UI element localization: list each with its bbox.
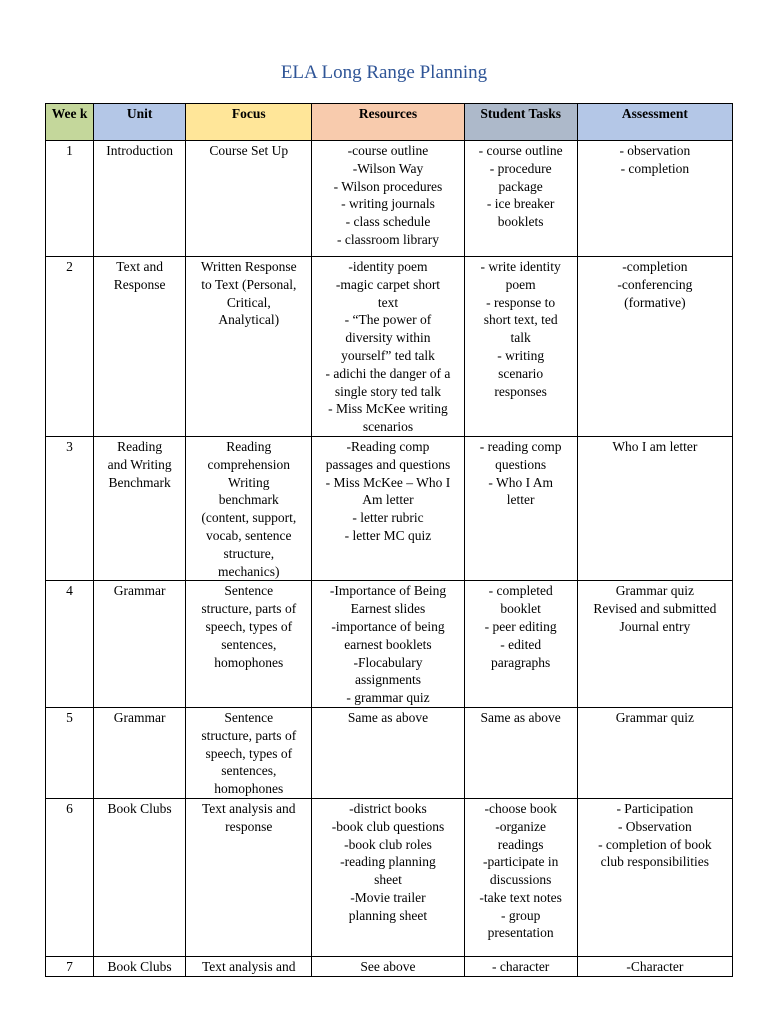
unit-cell (94, 581, 186, 708)
resources-cell-line: - letter MC quiz (344, 527, 432, 543)
assessment-cell (577, 436, 732, 580)
unit-cell-line: Reading (117, 438, 163, 454)
resources-cell-line: passages and questions (325, 456, 451, 472)
focus-cell-line: speech, types of (205, 745, 293, 761)
student-tasks-cell-line: - completed (488, 583, 553, 599)
focus-cell-line: to Text (Personal, (201, 276, 297, 292)
student-tasks-cell-line: - write identity (480, 259, 561, 274)
student-tasks-cell-line: Same as above (480, 709, 561, 725)
resources-cell (312, 956, 464, 976)
assessment-cell-line: - Observation (617, 818, 692, 834)
assessment-cell (577, 956, 732, 976)
unit-cell (94, 956, 186, 976)
resources-cell-line: single story ted talk (334, 383, 442, 399)
resources-cell-line: - grammar quiz (346, 690, 430, 706)
unit-cell-line: Text and (116, 259, 163, 274)
student-tasks-cell (464, 707, 577, 798)
student-tasks-cell-line: questions (495, 456, 547, 472)
focus-cell-line: Sentence (224, 709, 274, 725)
resources-cell-line: - class schedule (345, 214, 431, 230)
focus-cell-line: Analytical) (218, 312, 280, 328)
resources-cell-line: -Wilson Way (352, 160, 424, 176)
resources-cell (312, 707, 464, 798)
focus-cell-line: Critical, (226, 294, 271, 310)
resources-cell (312, 436, 464, 580)
focus-cell (186, 581, 312, 708)
header-week-line: Wee (51, 106, 77, 121)
focus-cell-line: Text analysis and (202, 958, 296, 974)
header-student-tasks: Student Tasks (464, 104, 577, 141)
resources-cell-line: -book club questions (331, 818, 445, 834)
resources-cell-line: sheet (374, 872, 402, 888)
student-tasks-cell-line: discussions (489, 872, 552, 888)
assessment-cell-line: Grammar quiz (615, 709, 695, 725)
table-row (46, 707, 733, 798)
focus-cell-line: Text analysis and (202, 800, 296, 816)
unit-cell-line: Benchmark (108, 474, 171, 490)
resources-cell-line: - letter rubric (352, 510, 424, 526)
focus-cell-line: structure, parts of (201, 727, 297, 743)
unit-cell-line: and Writing (107, 456, 172, 472)
unit-cell-line: Book Clubs (107, 800, 172, 816)
assessment-cell-line: Journal entry (619, 618, 691, 634)
student-tasks-cell-line: booklets (497, 214, 544, 230)
focus-cell-line: Reading (226, 438, 272, 454)
focus-cell-line: structure, parts of (201, 601, 297, 617)
assessment-cell (577, 581, 732, 708)
focus-cell-line: benchmark (218, 492, 279, 508)
assessment-cell (577, 798, 732, 956)
assessment-cell (577, 141, 732, 257)
focus-cell-line: response (225, 818, 273, 834)
student-tasks-cell-line: - procedure (489, 160, 552, 176)
table-row (46, 581, 733, 708)
resources-cell-line: diversity within (345, 330, 431, 346)
student-tasks-cell-line: - ice breaker (486, 196, 555, 212)
student-tasks-cell (464, 581, 577, 708)
assessment-cell-line: -conferencing (617, 276, 693, 292)
resources-cell-line: planning sheet (348, 907, 428, 923)
student-tasks-cell-line: - course outline (478, 143, 563, 158)
week-cell: 5 (46, 707, 94, 798)
resources-cell-line: yourself” ted talk (341, 347, 435, 363)
resources-cell-line: assignments (354, 672, 421, 688)
unit-cell-line: Response (113, 276, 166, 292)
resources-cell-line: - writing journals (341, 196, 435, 212)
resources-cell-line: -reading planning (340, 854, 436, 870)
resources-cell-line: -Movie trailer (350, 889, 426, 905)
resources-cell-line: -district books (349, 800, 427, 816)
student-tasks-cell-line: short text, ted (483, 312, 558, 328)
header-row (46, 104, 733, 141)
week-cell: 2 (46, 257, 94, 437)
resources-cell-line: -book club roles (344, 836, 432, 852)
focus-cell-line: sentences, (221, 636, 277, 652)
focus-cell-line: homophones (214, 654, 284, 670)
resources-cell-line: - classroom library (336, 231, 439, 247)
planning-table (45, 103, 733, 977)
assessment-cell-line: -Character (626, 958, 684, 974)
header-resources: Resources (312, 104, 464, 141)
student-tasks-cell-line: package (498, 178, 543, 194)
resources-cell-line: text (377, 294, 399, 310)
week-cell: 1 (46, 141, 94, 257)
focus-cell-line: homophones (214, 781, 284, 797)
unit-cell-line: Grammar (113, 709, 166, 725)
student-tasks-cell (464, 956, 577, 976)
student-tasks-cell-line: - reading comp (479, 438, 562, 454)
student-tasks-cell-line: - character (491, 958, 550, 974)
resources-cell (312, 141, 464, 257)
focus-cell (186, 956, 312, 976)
resources-cell-line: -Reading comp (346, 438, 430, 454)
resources-cell-line: -Importance of Being (329, 583, 447, 599)
resources-cell-line: earnest booklets (344, 636, 432, 652)
assessment-cell (577, 257, 732, 437)
assessment-cell-line: - completion (620, 160, 690, 176)
assessment-cell-line: -completion (622, 259, 688, 274)
student-tasks-cell-line: poem (505, 276, 536, 292)
student-tasks-cell-line: booklet (500, 601, 541, 617)
week-cell: 7 (46, 956, 94, 976)
assessment-cell-line: Who I am letter (612, 438, 698, 454)
assessment-cell-line: - completion of book (598, 836, 712, 852)
resources-cell-line: -Flocabulary (353, 654, 423, 670)
week-cell: 6 (46, 798, 94, 956)
resources-cell (312, 798, 464, 956)
focus-cell (186, 257, 312, 437)
student-tasks-cell (464, 141, 577, 257)
focus-cell-line: Written Response (200, 259, 297, 274)
student-tasks-cell (464, 436, 577, 580)
unit-cell (94, 798, 186, 956)
focus-cell (186, 707, 312, 798)
resources-cell-line: - adichi the danger of a (325, 365, 451, 381)
focus-cell-line: comprehension (207, 456, 291, 472)
student-tasks-cell-line: presentation (487, 925, 554, 941)
focus-cell-line: structure, (223, 545, 275, 561)
resources-cell-line: Earnest slides (350, 601, 426, 617)
student-tasks-cell-line: responses (494, 383, 547, 399)
focus-cell-line: Writing (228, 474, 270, 490)
page-title: ELA Long Range Planning (280, 62, 488, 83)
assessment-cell (577, 707, 732, 798)
focus-cell-line: Sentence (224, 583, 274, 599)
assessment-cell-line: Revised and submitted (593, 601, 717, 617)
table-row (46, 956, 733, 976)
table-row (46, 798, 733, 956)
resources-cell (312, 581, 464, 708)
assessment-cell-line: club responsibilities (600, 854, 710, 870)
header-week-line: k (79, 106, 88, 121)
resources-cell (312, 257, 464, 437)
unit-cell-line: Grammar (113, 583, 166, 599)
student-tasks-cell-line: letter (506, 492, 535, 508)
student-tasks-cell-line: - group (500, 907, 541, 923)
header-week (46, 104, 94, 141)
student-tasks-cell-line: -participate in (482, 854, 559, 870)
assessment-cell-line: - Participation (616, 800, 694, 816)
focus-cell-line: sentences, (221, 763, 277, 779)
resources-cell-line: - “The power of (344, 312, 432, 328)
student-tasks-cell-line: -organize (495, 818, 547, 834)
resources-cell-line: - Wilson procedures (333, 178, 443, 194)
unit-cell (94, 436, 186, 580)
resources-cell-line: - Miss McKee – Who I (325, 474, 451, 490)
focus-cell-line: speech, types of (205, 618, 293, 634)
unit-cell-line: Introduction (106, 143, 173, 158)
assessment-cell-line: - observation (619, 143, 691, 158)
resources-cell-line: - Miss McKee writing (328, 401, 448, 417)
student-tasks-cell-line: paragraphs (491, 654, 551, 670)
resources-cell-line: -importance of being (331, 618, 445, 634)
focus-cell-line: Course Set Up (209, 143, 289, 158)
header-assessment: Assessment (577, 104, 732, 141)
focus-cell (186, 798, 312, 956)
student-tasks-cell-line: - edited (500, 636, 542, 652)
header-focus: Focus (186, 104, 312, 141)
student-tasks-cell (464, 257, 577, 437)
table-row (46, 257, 733, 437)
resources-cell-line: scenarios (362, 419, 414, 435)
table-row (46, 141, 733, 257)
unit-cell (94, 141, 186, 257)
unit-cell (94, 257, 186, 437)
week-cell: 3 (46, 436, 94, 580)
focus-cell-line: mechanics) (218, 563, 280, 579)
student-tasks-cell-line: -choose book (484, 800, 557, 816)
table-row (46, 436, 733, 580)
focus-cell-line: (content, support, (201, 510, 297, 526)
student-tasks-cell-line: scenario (498, 365, 544, 381)
student-tasks-cell-line: - response to (486, 294, 556, 310)
student-tasks-cell-line: -take text notes (479, 889, 562, 905)
student-tasks-cell-line: - Who I Am (488, 474, 553, 490)
student-tasks-cell (464, 798, 577, 956)
unit-cell-line: Book Clubs (107, 958, 172, 974)
student-tasks-cell-line: talk (510, 330, 531, 346)
student-tasks-cell-line: - peer editing (484, 618, 557, 634)
assessment-cell-line: Grammar quiz (615, 583, 695, 599)
unit-cell (94, 707, 186, 798)
resources-cell-line: -course outline (347, 143, 429, 158)
assessment-cell-line: (formative) (624, 294, 686, 310)
resources-cell-line: See above (360, 958, 416, 974)
resources-cell-line: -magic carpet short (335, 276, 441, 292)
student-tasks-cell-line: - writing (497, 347, 545, 363)
focus-cell (186, 436, 312, 580)
focus-cell-line: vocab, sentence (206, 527, 292, 543)
resources-cell-line: -identity poem (348, 259, 428, 274)
week-cell: 4 (46, 581, 94, 708)
student-tasks-cell-line: readings (497, 836, 544, 852)
resources-cell-line: Same as above (347, 709, 429, 725)
focus-cell (186, 141, 312, 257)
header-unit: Unit (94, 104, 186, 141)
resources-cell-line: Am letter (362, 492, 414, 508)
